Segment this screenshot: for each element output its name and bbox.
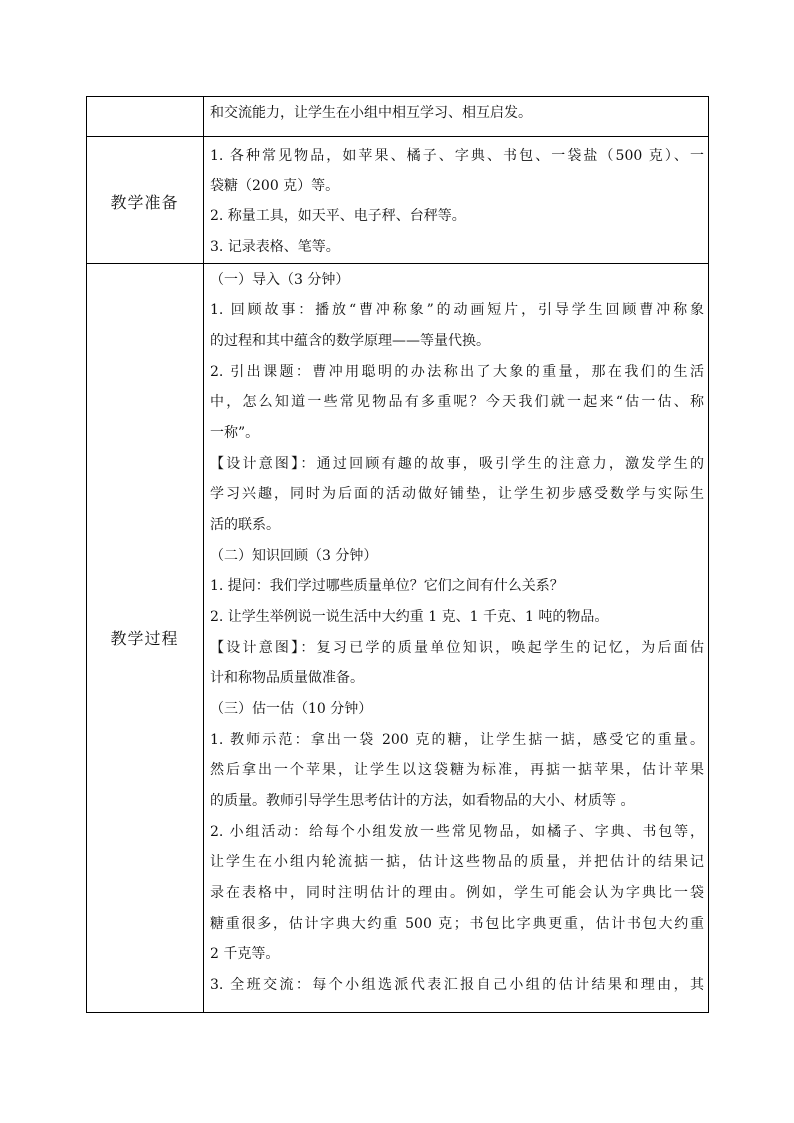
text-line: 2 千克等。 (210, 946, 280, 962)
text-line: 【设计意图】：通过回顾有趣的故事，吸引学生的注意力，激发学生的 (210, 456, 704, 472)
text-line: 和交流能力，让学生在小组中相互学习、相互启发。 (210, 105, 532, 121)
text-line: 活的联系。 (210, 517, 280, 533)
text-line: 3. 全班交流：每个小组选派代表汇报自己小组的估计结果和理由，其 (210, 977, 704, 993)
row-label-process: 教学过程 (110, 629, 179, 648)
section-heading: （二）知识回顾（3 分钟） (210, 548, 378, 564)
text-line: 录在表格中，同时注明估计的理由。例如，学生可能会认为字典比一袋 (210, 885, 704, 901)
text-line: 1. 提问：我们学过哪些质量单位？它们之间有什么关系？ (210, 578, 564, 594)
section-heading: （一）导入（3 分钟） (210, 272, 350, 288)
text-line: 让学生在小组内轮流掂一掂，估计这些物品的质量，并把估计的结果记 (210, 854, 704, 870)
text-line: 2. 引出课题：曹冲用聪明的办法称出了大象的重量，那在我们的生活 (210, 364, 704, 380)
text-line: 1. 各种常见物品，如苹果、橘子、字典、书包、一袋盐（500 克）、一 (210, 148, 704, 164)
row-label-preparation: 教学准备 (110, 193, 179, 212)
text-line: 糖重很多，估计字典大约重 500 克；书包比字典更重，估计书包大约重 (210, 916, 704, 932)
text-line: 学习兴趣，同时为后面的活动做好铺垫，让学生初步感受数学与实际生 (210, 486, 704, 502)
text-line: 2. 让学生举例说一说生活中大约重 1 克、1 千克、1 吨的物品。 (210, 609, 609, 625)
text-line: 3. 记录表格、笔等。 (210, 239, 340, 255)
table-border-left (86, 96, 87, 1013)
text-line: 【设计意图】：复习已学的质量单位知识，唤起学生的记忆，为后面估 (210, 640, 704, 656)
text-line: 1. 回顾故事：播放“曹冲称象”的动画短片，引导学生回顾曹冲称象 (210, 302, 704, 318)
row-divider (86, 263, 709, 264)
text-line: 袋糖（200 克）等。 (210, 178, 340, 194)
table-border-top (86, 96, 709, 97)
column-divider (203, 96, 204, 1013)
text-line: 的过程和其中蕴含的数学原理——等量代换。 (210, 333, 490, 349)
table-border-bottom (86, 1012, 709, 1013)
text-line: 然后拿出一个苹果，让学生以这袋糖为标准，再掂一掂苹果，估计苹果 (210, 762, 704, 778)
text-line: 计和称物品质量做准备。 (210, 670, 364, 686)
text-line: 1. 教师示范：拿出一袋 200 克的糖，让学生掂一掂，感受它的重量。 (210, 732, 704, 748)
row-divider (86, 136, 709, 137)
text-line: 2. 称量工具，如天平、电子秤、台秤等。 (210, 208, 466, 224)
section-heading: （三）估一估（10 分钟） (210, 701, 373, 717)
text-line: 的质量。教师引导学生思考估计的方法，如看物品的大小、材质等 。 (210, 793, 635, 809)
lesson-plan-table (86, 96, 709, 1013)
text-line: 2. 小组活动：给每个小组发放一些常见物品，如橘子、字典、书包等， (210, 824, 704, 840)
text-line: 中，怎么知道一些常见物品有多重呢？今天我们就一起来“估一估、称 (210, 394, 704, 410)
text-line: 一称”。 (210, 425, 260, 441)
table-border-right (708, 96, 709, 1013)
